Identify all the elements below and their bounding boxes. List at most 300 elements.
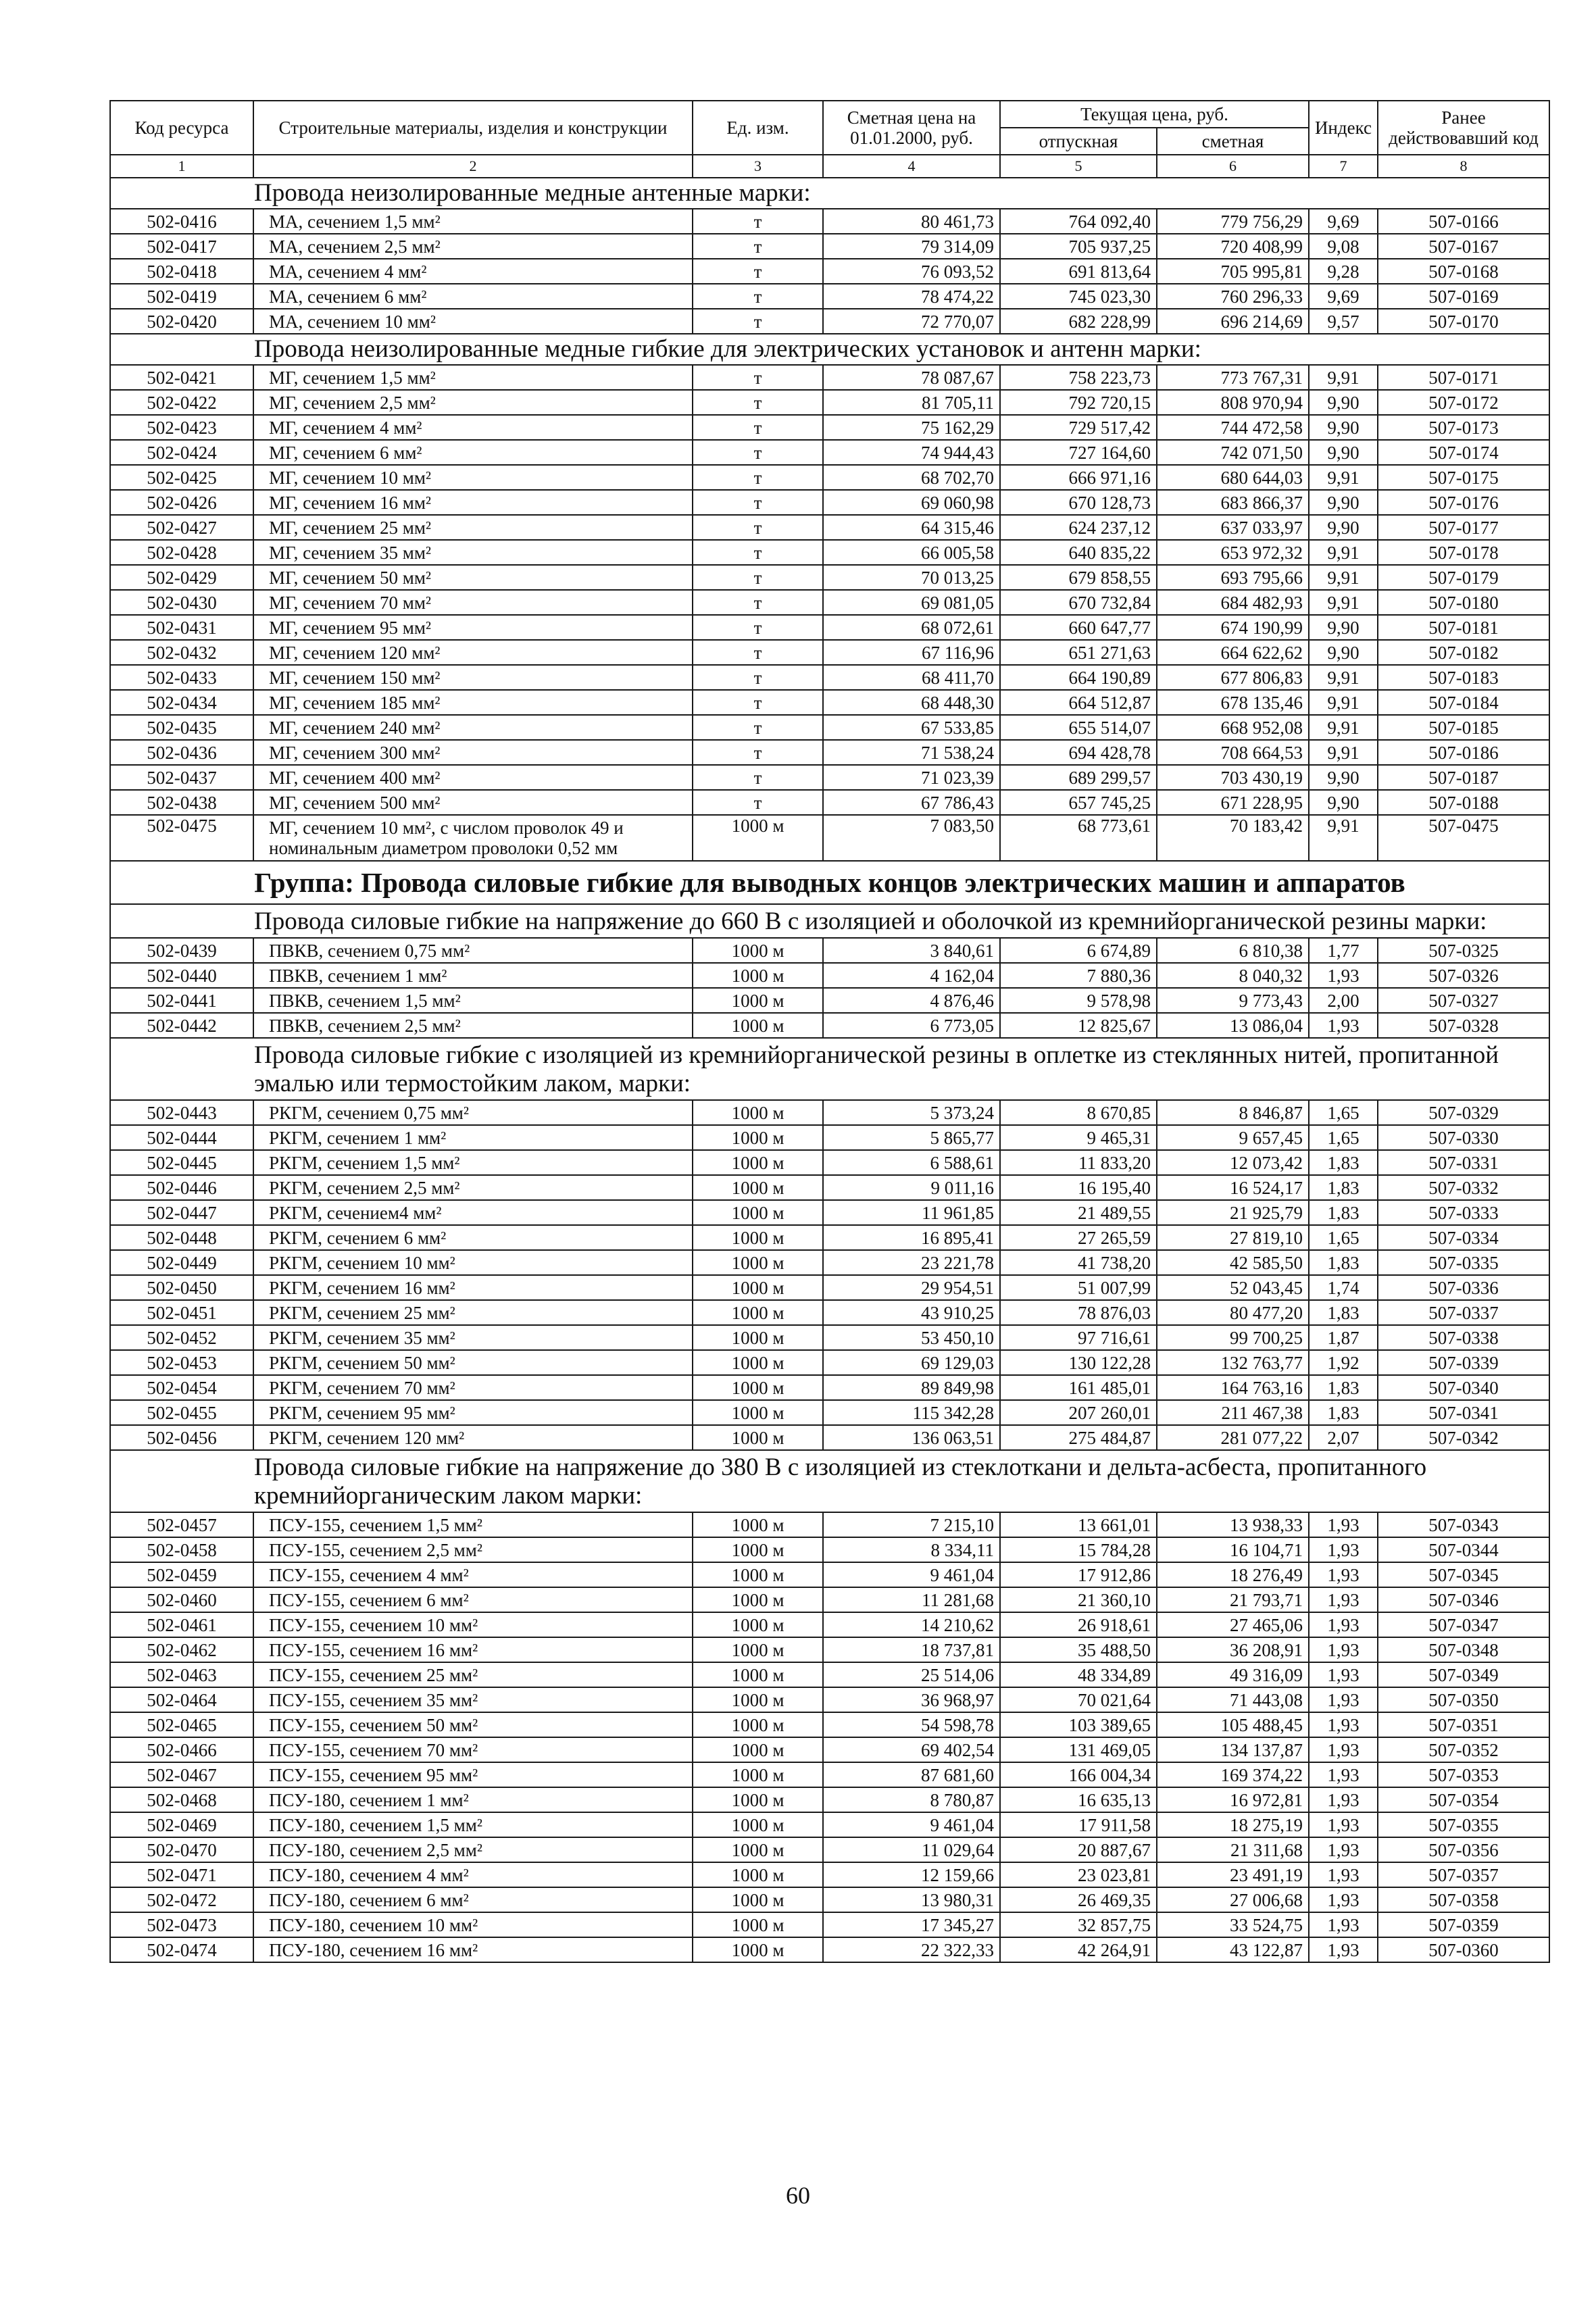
resource-code: 502-0419 xyxy=(110,284,253,309)
base-price: 54 598,78 xyxy=(823,1712,1000,1737)
unit: т xyxy=(693,259,823,284)
unit: т xyxy=(693,515,823,540)
unit: т xyxy=(693,440,823,465)
base-price: 76 093,52 xyxy=(823,259,1000,284)
table-row xyxy=(110,440,1549,465)
release-price: 670 128,73 xyxy=(1000,490,1157,515)
release-price: 666 971,16 xyxy=(1000,465,1157,490)
index-value: 9,91 xyxy=(1309,815,1378,861)
resource-code: 502-0448 xyxy=(110,1225,253,1250)
resource-code: 502-0445 xyxy=(110,1150,253,1175)
resource-code: 502-0461 xyxy=(110,1612,253,1637)
prev-code: 507-0341 xyxy=(1378,1400,1549,1425)
table-row xyxy=(110,790,1549,815)
base-price: 9 461,04 xyxy=(823,1812,1000,1837)
base-price: 4 876,46 xyxy=(823,988,1000,1013)
material-name: МГ, сечением 120 мм² xyxy=(253,640,693,665)
unit: 1000 м xyxy=(693,1712,823,1737)
material-name: МГ, сечением 2,5 мм² xyxy=(253,390,693,415)
unit: т xyxy=(693,665,823,690)
resource-code: 502-0438 xyxy=(110,790,253,815)
resource-code: 502-0456 xyxy=(110,1425,253,1450)
prev-code: 507-0338 xyxy=(1378,1325,1549,1350)
unit: т xyxy=(693,715,823,740)
header-release-price: отпускная xyxy=(1000,128,1157,155)
resource-code: 502-0441 xyxy=(110,988,253,1013)
section-heading-row xyxy=(110,1038,1549,1100)
material-name: РКГМ, сечением 10 мм² xyxy=(253,1250,693,1275)
estimate-price: 16 972,81 xyxy=(1157,1787,1309,1812)
table-row xyxy=(110,1013,1549,1038)
material-name: ПВКВ, сечением 1,5 мм² xyxy=(253,988,693,1013)
base-price: 8 780,87 xyxy=(823,1787,1000,1812)
resource-code: 502-0467 xyxy=(110,1762,253,1787)
unit: 1000 м xyxy=(693,1512,823,1537)
material-name: МГ, сечением 70 мм² xyxy=(253,590,693,615)
resource-code: 502-0429 xyxy=(110,565,253,590)
estimate-price: 16 524,17 xyxy=(1157,1175,1309,1200)
index-value: 9,91 xyxy=(1309,465,1378,490)
release-price: 9 578,98 xyxy=(1000,988,1157,1013)
resource-code: 502-0424 xyxy=(110,440,253,465)
estimate-price: 773 767,31 xyxy=(1157,365,1309,390)
index-value: 9,90 xyxy=(1309,640,1378,665)
release-price: 7 880,36 xyxy=(1000,963,1157,988)
release-price: 792 720,15 xyxy=(1000,390,1157,415)
unit: т xyxy=(693,765,823,790)
index-value: 1,93 xyxy=(1309,1637,1378,1662)
index-value: 1,83 xyxy=(1309,1400,1378,1425)
material-name: МГ, сечением 240 мм² xyxy=(253,715,693,740)
base-price: 74 944,43 xyxy=(823,440,1000,465)
estimate-price: 6 810,38 xyxy=(1157,938,1309,963)
resource-code: 502-0440 xyxy=(110,963,253,988)
prev-code: 507-0180 xyxy=(1378,590,1549,615)
unit: т xyxy=(693,309,823,334)
table-row xyxy=(110,615,1549,640)
index-value: 1,93 xyxy=(1309,1812,1378,1837)
index-value: 1,87 xyxy=(1309,1325,1378,1350)
resource-code: 502-0473 xyxy=(110,1912,253,1937)
index-value: 1,93 xyxy=(1309,1937,1378,1962)
unit: т xyxy=(693,415,823,440)
material-name: МГ, сечением 95 мм² xyxy=(253,615,693,640)
table-row xyxy=(110,938,1549,963)
resource-code: 502-0464 xyxy=(110,1687,253,1712)
base-price: 4 162,04 xyxy=(823,963,1000,988)
unit: т xyxy=(693,615,823,640)
base-price: 89 849,98 xyxy=(823,1375,1000,1400)
release-price: 16 195,40 xyxy=(1000,1175,1157,1200)
resource-code: 502-0422 xyxy=(110,390,253,415)
estimate-price: 43 122,87 xyxy=(1157,1937,1309,1962)
resource-code: 502-0453 xyxy=(110,1350,253,1375)
prev-code: 507-0353 xyxy=(1378,1762,1549,1787)
prev-code: 507-0343 xyxy=(1378,1512,1549,1537)
base-price: 16 895,41 xyxy=(823,1225,1000,1250)
release-price: 70 021,64 xyxy=(1000,1687,1157,1712)
material-name: МГ, сечением 500 мм² xyxy=(253,790,693,815)
release-price: 9 465,31 xyxy=(1000,1125,1157,1150)
unit: 1000 м xyxy=(693,815,823,861)
resource-code: 502-0450 xyxy=(110,1275,253,1300)
material-name: РКГМ, сечением 50 мм² xyxy=(253,1350,693,1375)
table-row xyxy=(110,1687,1549,1712)
base-price: 12 159,66 xyxy=(823,1862,1000,1887)
release-price: 15 784,28 xyxy=(1000,1537,1157,1562)
release-price: 682 228,99 xyxy=(1000,309,1157,334)
estimate-price: 664 622,62 xyxy=(1157,640,1309,665)
index-value: 1,93 xyxy=(1309,1737,1378,1762)
table-row xyxy=(110,1737,1549,1762)
material-name: РКГМ, сечением 35 мм² xyxy=(253,1325,693,1350)
release-price: 41 738,20 xyxy=(1000,1250,1157,1275)
prev-code: 507-0356 xyxy=(1378,1837,1549,1862)
material-name: ПСУ-180, сечением 1,5 мм² xyxy=(253,1812,693,1837)
estimate-price: 8 040,32 xyxy=(1157,963,1309,988)
unit: 1000 м xyxy=(693,1250,823,1275)
material-name: РКГМ, сечением 6 мм² xyxy=(253,1225,693,1250)
base-price: 7 215,10 xyxy=(823,1512,1000,1537)
release-price: 27 265,59 xyxy=(1000,1225,1157,1250)
table-row xyxy=(110,1350,1549,1375)
table-row xyxy=(110,1862,1549,1887)
resource-code: 502-0447 xyxy=(110,1200,253,1225)
estimate-price: 12 073,42 xyxy=(1157,1150,1309,1175)
resource-code: 502-0470 xyxy=(110,1837,253,1862)
base-price: 29 954,51 xyxy=(823,1275,1000,1300)
resource-code: 502-0420 xyxy=(110,309,253,334)
prev-code: 507-0347 xyxy=(1378,1612,1549,1637)
index-value: 1,93 xyxy=(1309,1837,1378,1862)
release-price: 97 716,61 xyxy=(1000,1325,1157,1350)
release-price: 640 835,22 xyxy=(1000,540,1157,565)
resource-code: 502-0425 xyxy=(110,465,253,490)
table-row xyxy=(110,1400,1549,1425)
release-price: 727 164,60 xyxy=(1000,440,1157,465)
header-prev-code: Ранее действовавший код xyxy=(1378,101,1549,155)
estimate-price: 13 938,33 xyxy=(1157,1512,1309,1537)
base-price: 18 737,81 xyxy=(823,1637,1000,1662)
material-name: МГ, сечением 185 мм² xyxy=(253,690,693,715)
release-price: 20 887,67 xyxy=(1000,1837,1157,1862)
index-value: 9,90 xyxy=(1309,440,1378,465)
index-value: 1,83 xyxy=(1309,1375,1378,1400)
release-price: 17 911,58 xyxy=(1000,1812,1157,1837)
group-heading: Группа: Провода силовые гибкие для выводных концов электрических машин и аппаратов xyxy=(110,861,1549,904)
index-value: 1,92 xyxy=(1309,1350,1378,1375)
unit: 1000 м xyxy=(693,1300,823,1325)
material-name: ПВКВ, сечением 2,5 мм² xyxy=(253,1013,693,1038)
release-price: 655 514,07 xyxy=(1000,715,1157,740)
resource-code: 502-0443 xyxy=(110,1100,253,1125)
material-name: ПСУ-155, сечением 4 мм² xyxy=(253,1562,693,1587)
base-price: 71 023,39 xyxy=(823,765,1000,790)
base-price: 67 116,96 xyxy=(823,640,1000,665)
release-price: 51 007,99 xyxy=(1000,1275,1157,1300)
resource-code: 502-0452 xyxy=(110,1325,253,1350)
unit: т xyxy=(693,690,823,715)
base-price: 11 961,85 xyxy=(823,1200,1000,1225)
prev-code: 507-0349 xyxy=(1378,1662,1549,1687)
resource-code: 502-0421 xyxy=(110,365,253,390)
group-heading-row xyxy=(110,861,1549,904)
base-price: 6 773,05 xyxy=(823,1013,1000,1038)
resource-code: 502-0458 xyxy=(110,1537,253,1562)
section-heading: Провода силовые гибкие на напряжение до 380 В с изоляцией из стеклоткани и дельта-асбеста, пропитанного кремнийорганическим лаком марки: xyxy=(110,1450,1549,1512)
header-index: Индекс xyxy=(1309,101,1378,155)
release-price: 11 833,20 xyxy=(1000,1150,1157,1175)
table-row xyxy=(110,490,1549,515)
resource-code: 502-0436 xyxy=(110,740,253,765)
index-value: 1,93 xyxy=(1309,1612,1378,1637)
table-row xyxy=(110,1837,1549,1862)
estimate-price: 668 952,08 xyxy=(1157,715,1309,740)
material-name: ПСУ-155, сечением 25 мм² xyxy=(253,1662,693,1687)
estimate-price: 708 664,53 xyxy=(1157,740,1309,765)
unit: 1000 м xyxy=(693,1562,823,1587)
resource-code: 502-0431 xyxy=(110,615,253,640)
material-name: ПСУ-155, сечением 95 мм² xyxy=(253,1762,693,1787)
release-price: 17 912,86 xyxy=(1000,1562,1157,1587)
resource-code: 502-0468 xyxy=(110,1787,253,1812)
estimate-price: 693 795,66 xyxy=(1157,565,1309,590)
col-num: 3 xyxy=(693,155,823,178)
release-price: 21 489,55 xyxy=(1000,1200,1157,1225)
resource-code: 502-0451 xyxy=(110,1300,253,1325)
unit: т xyxy=(693,490,823,515)
unit: 1000 м xyxy=(693,1350,823,1375)
release-price: 275 484,87 xyxy=(1000,1425,1157,1450)
estimate-price: 653 972,32 xyxy=(1157,540,1309,565)
estimate-price: 99 700,25 xyxy=(1157,1325,1309,1350)
table-row xyxy=(110,815,1549,861)
resource-code: 502-0444 xyxy=(110,1125,253,1150)
prev-code: 507-0475 xyxy=(1378,815,1549,861)
resource-code: 502-0435 xyxy=(110,715,253,740)
prev-code: 507-0184 xyxy=(1378,690,1549,715)
base-price: 70 013,25 xyxy=(823,565,1000,590)
table-row xyxy=(110,284,1549,309)
resource-code: 502-0430 xyxy=(110,590,253,615)
unit: т xyxy=(693,209,823,234)
estimate-price: 9 657,45 xyxy=(1157,1125,1309,1150)
index-value: 9,69 xyxy=(1309,284,1378,309)
prev-code: 507-0351 xyxy=(1378,1712,1549,1737)
base-price: 64 315,46 xyxy=(823,515,1000,540)
resource-code: 502-0465 xyxy=(110,1712,253,1737)
table-row xyxy=(110,963,1549,988)
unit: т xyxy=(693,740,823,765)
material-name: РКГМ, сечением 120 мм² xyxy=(253,1425,693,1450)
header-current-price: Текущая цена, руб. xyxy=(1000,101,1309,128)
unit: т xyxy=(693,540,823,565)
section-heading-row xyxy=(110,904,1549,938)
index-value: 9,08 xyxy=(1309,234,1378,259)
release-price: 660 647,77 xyxy=(1000,615,1157,640)
base-price: 68 072,61 xyxy=(823,615,1000,640)
resource-code: 502-0426 xyxy=(110,490,253,515)
section-heading: Провода силовые гибкие с изоляцией из кремнийорганической резины в оплетке из стеклянных нитей, пропитанной эмалью или термостойким лаком, марки: xyxy=(110,1038,1549,1100)
unit: 1000 м xyxy=(693,1787,823,1812)
index-value: 9,90 xyxy=(1309,415,1378,440)
header-name: Строительные материалы, изделия и конструкции xyxy=(253,101,693,155)
estimate-price: 637 033,97 xyxy=(1157,515,1309,540)
prev-code: 507-0325 xyxy=(1378,938,1549,963)
col-num: 2 xyxy=(253,155,693,178)
release-price: 689 299,57 xyxy=(1000,765,1157,790)
unit: 1000 м xyxy=(693,1275,823,1300)
material-name: МГ, сечением 35 мм² xyxy=(253,540,693,565)
table-row xyxy=(110,715,1549,740)
base-price: 75 162,29 xyxy=(823,415,1000,440)
unit: 1000 м xyxy=(693,1325,823,1350)
base-price: 115 342,28 xyxy=(823,1400,1000,1425)
prev-code: 507-0336 xyxy=(1378,1275,1549,1300)
material-name: ПСУ-180, сечением 6 мм² xyxy=(253,1887,693,1912)
release-price: 130 122,28 xyxy=(1000,1350,1157,1375)
estimate-price: 705 995,81 xyxy=(1157,259,1309,284)
release-price: 207 260,01 xyxy=(1000,1400,1157,1425)
unit: 1000 м xyxy=(693,1200,823,1225)
estimate-price: 684 482,93 xyxy=(1157,590,1309,615)
prev-code: 507-0182 xyxy=(1378,640,1549,665)
material-name: ПСУ-155, сечением 6 мм² xyxy=(253,1587,693,1612)
unit: 1000 м xyxy=(693,1762,823,1787)
col-num: 8 xyxy=(1378,155,1549,178)
prev-code: 507-0328 xyxy=(1378,1013,1549,1038)
section-heading-row xyxy=(110,178,1549,209)
prev-code: 507-0344 xyxy=(1378,1537,1549,1562)
estimate-price: 71 443,08 xyxy=(1157,1687,1309,1712)
estimate-price: 23 491,19 xyxy=(1157,1862,1309,1887)
prev-code: 507-0188 xyxy=(1378,790,1549,815)
base-price: 69 060,98 xyxy=(823,490,1000,515)
prev-code: 507-0187 xyxy=(1378,765,1549,790)
table-row xyxy=(110,259,1549,284)
release-price: 32 857,75 xyxy=(1000,1912,1157,1937)
table-row xyxy=(110,640,1549,665)
estimate-price: 132 763,77 xyxy=(1157,1350,1309,1375)
estimate-price: 27 819,10 xyxy=(1157,1225,1309,1250)
base-price: 6 588,61 xyxy=(823,1150,1000,1175)
estimate-price: 36 208,91 xyxy=(1157,1637,1309,1662)
base-price: 68 411,70 xyxy=(823,665,1000,690)
release-price: 35 488,50 xyxy=(1000,1637,1157,1662)
table-row xyxy=(110,1150,1549,1175)
prev-code: 507-0339 xyxy=(1378,1350,1549,1375)
unit: 1000 м xyxy=(693,938,823,963)
index-value: 9,90 xyxy=(1309,765,1378,790)
unit: т xyxy=(693,390,823,415)
base-price: 23 221,78 xyxy=(823,1250,1000,1275)
table-row xyxy=(110,540,1549,565)
header-base-price: Сметная цена на 01.01.2000, руб. xyxy=(823,101,1000,155)
prev-code: 507-0360 xyxy=(1378,1937,1549,1962)
estimate-price: 16 104,71 xyxy=(1157,1537,1309,1562)
base-price: 68 448,30 xyxy=(823,690,1000,715)
estimate-price: 18 276,49 xyxy=(1157,1562,1309,1587)
material-name: ПСУ-180, сечением 4 мм² xyxy=(253,1862,693,1887)
base-price: 3 840,61 xyxy=(823,938,1000,963)
unit: 1000 м xyxy=(693,963,823,988)
prev-code: 507-0186 xyxy=(1378,740,1549,765)
base-price: 22 322,33 xyxy=(823,1937,1000,1962)
index-value: 1,77 xyxy=(1309,938,1378,963)
estimate-price: 21 793,71 xyxy=(1157,1587,1309,1612)
index-value: 1,93 xyxy=(1309,1862,1378,1887)
table-row xyxy=(110,209,1549,234)
release-price: 624 237,12 xyxy=(1000,515,1157,540)
estimate-price: 9 773,43 xyxy=(1157,988,1309,1013)
resource-code: 502-0423 xyxy=(110,415,253,440)
release-price: 758 223,73 xyxy=(1000,365,1157,390)
table-row xyxy=(110,1612,1549,1637)
material-name: ПВКВ, сечением 1 мм² xyxy=(253,963,693,988)
unit: 1000 м xyxy=(693,1100,823,1125)
estimate-price: 683 866,37 xyxy=(1157,490,1309,515)
unit: 1000 м xyxy=(693,1937,823,1962)
material-name: МГ, сечением 150 мм² xyxy=(253,665,693,690)
estimate-price: 674 190,99 xyxy=(1157,615,1309,640)
prev-code: 507-0173 xyxy=(1378,415,1549,440)
material-name: МА, сечением 1,5 мм² xyxy=(253,209,693,234)
prev-code: 507-0348 xyxy=(1378,1637,1549,1662)
table-row xyxy=(110,309,1549,334)
index-value: 9,91 xyxy=(1309,365,1378,390)
unit: 1000 м xyxy=(693,1637,823,1662)
index-value: 1,83 xyxy=(1309,1175,1378,1200)
index-value: 1,93 xyxy=(1309,1912,1378,1937)
table-row xyxy=(110,1175,1549,1200)
material-name: РКГМ, сечением 2,5 мм² xyxy=(253,1175,693,1200)
unit: 1000 м xyxy=(693,1537,823,1562)
estimate-price: 21 925,79 xyxy=(1157,1200,1309,1225)
prev-code: 507-0168 xyxy=(1378,259,1549,284)
unit: т xyxy=(693,590,823,615)
resource-code: 502-0455 xyxy=(110,1400,253,1425)
resource-code: 502-0457 xyxy=(110,1512,253,1537)
material-name: МГ, сечением 10 мм² xyxy=(253,465,693,490)
unit: 1000 м xyxy=(693,988,823,1013)
resource-code: 502-0437 xyxy=(110,765,253,790)
release-price: 21 360,10 xyxy=(1000,1587,1157,1612)
header-unit: Ед. изм. xyxy=(693,101,823,155)
base-price: 69 402,54 xyxy=(823,1737,1000,1762)
table-row xyxy=(110,665,1549,690)
price-sheet xyxy=(109,100,1549,1963)
index-value: 1,93 xyxy=(1309,1662,1378,1687)
release-price: 12 825,67 xyxy=(1000,1013,1157,1038)
estimate-price: 720 408,99 xyxy=(1157,234,1309,259)
prev-code: 507-0354 xyxy=(1378,1787,1549,1812)
prev-code: 507-0335 xyxy=(1378,1250,1549,1275)
unit: 1000 м xyxy=(693,1013,823,1038)
material-name: РКГМ, сечением 95 мм² xyxy=(253,1400,693,1425)
prev-code: 507-0357 xyxy=(1378,1862,1549,1887)
prev-code: 507-0358 xyxy=(1378,1887,1549,1912)
resource-code: 502-0442 xyxy=(110,1013,253,1038)
material-name: ПСУ-180, сечением 16 мм² xyxy=(253,1937,693,1962)
material-name: МГ, сечением 6 мм² xyxy=(253,440,693,465)
material-name: МГ, сечением 10 мм², с числом проволок 49 и номинальным диаметром проволоки 0,52 мм xyxy=(253,815,693,861)
release-price: 691 813,64 xyxy=(1000,259,1157,284)
index-value: 9,91 xyxy=(1309,740,1378,765)
index-value: 1,93 xyxy=(1309,1712,1378,1737)
base-price: 11 029,64 xyxy=(823,1837,1000,1862)
prev-code: 507-0352 xyxy=(1378,1737,1549,1762)
unit: 1000 м xyxy=(693,1862,823,1887)
